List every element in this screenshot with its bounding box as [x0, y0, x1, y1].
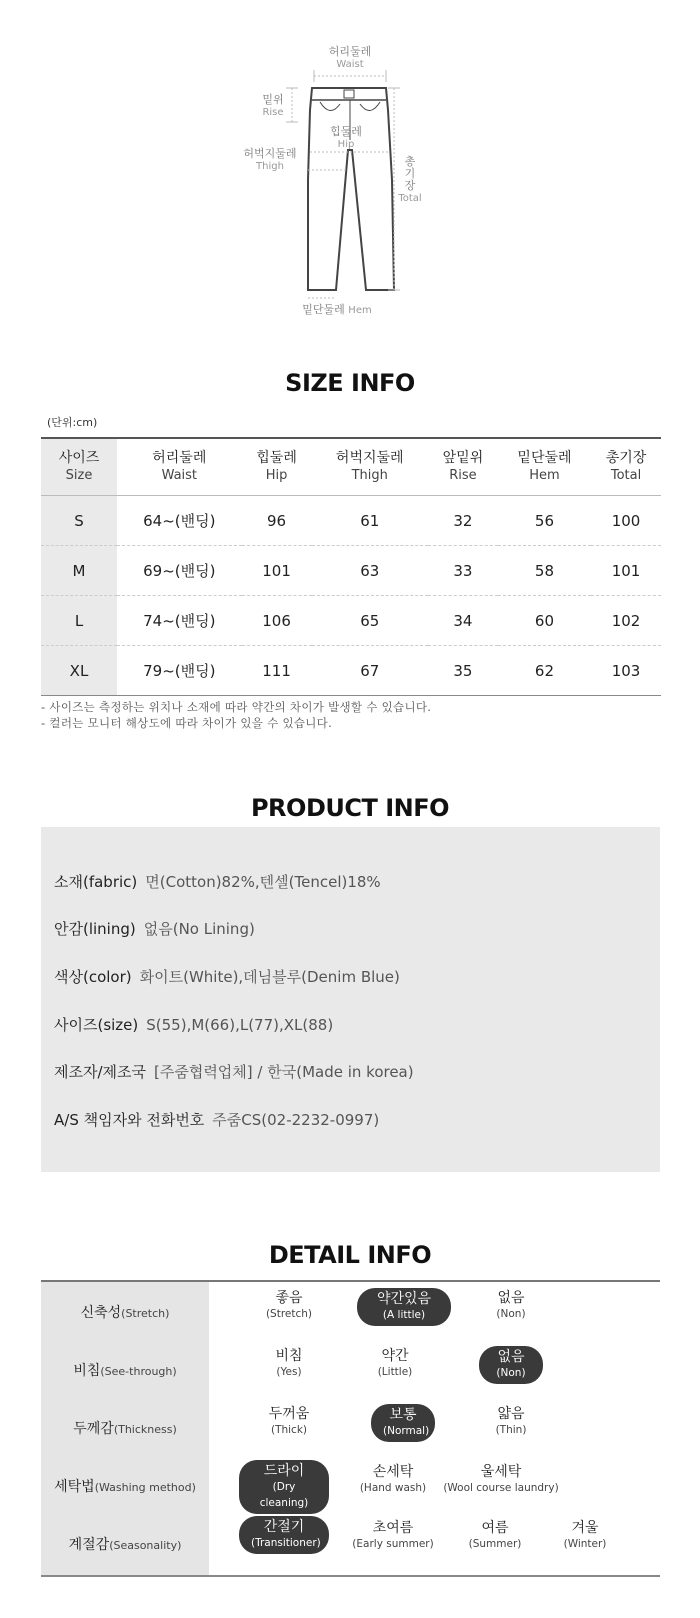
product-label: 색상(color)	[54, 968, 132, 986]
size-cell: L	[41, 596, 117, 646]
diagram-rise-label: 밑위 Rise	[262, 93, 284, 118]
product-value: 주줌CS(02-2232-0997)	[212, 1111, 380, 1129]
waist-cell: 74~(밴딩)	[117, 596, 242, 646]
hip-cell: 111	[242, 646, 312, 696]
diagram-thigh-label: 허벅지둘레 Thigh	[243, 147, 297, 172]
detail-label-thickness: 두께감(Thickness)	[73, 1421, 177, 1437]
hip-cell: 101	[242, 546, 312, 596]
total-cell: 101	[591, 546, 661, 596]
option-season-winter: 겨울 (Winter)	[563, 1520, 607, 1550]
table-row	[41, 496, 661, 546]
detail-info-title: DETAIL INFO	[268, 1241, 432, 1269]
product-row-as-contact	[54, 1109, 379, 1130]
size-cell: S	[41, 496, 117, 546]
option-see-through-little: 약간 (Little)	[377, 1348, 413, 1378]
header-total: 총기장 Total	[591, 438, 661, 496]
product-label: 소재(fabric)	[54, 873, 138, 891]
size-note-1: - 사이즈는 측정하는 위치나 소재에 따라 약간의 차이가 발생할 수 있습니다.	[41, 700, 432, 714]
product-value: [주줌협력업체] / 한국(Made in korea)	[154, 1063, 414, 1081]
product-info-title: PRODUCT INFO	[250, 794, 450, 822]
diagram-hem-label: 밑단둘레 Hem	[302, 303, 372, 316]
detail-info-table	[41, 1280, 660, 1577]
table-row	[41, 646, 661, 696]
product-row-fabric	[54, 871, 381, 892]
product-row-manufacturer	[54, 1061, 414, 1082]
option-see-through-yes: 비침 (Yes)	[275, 1348, 303, 1378]
hem-cell: 60	[498, 596, 591, 646]
waist-cell: 64~(밴딩)	[117, 496, 242, 546]
header-waist: 허리둘레 Waist	[117, 438, 242, 496]
size-notes	[41, 699, 431, 731]
pants-illustration	[240, 40, 460, 330]
total-cell: 100	[591, 496, 661, 546]
diagram-waist-label: 허리둘레 Waist	[328, 45, 372, 70]
hem-cell: 58	[498, 546, 591, 596]
product-value: S(55),M(66),L(77),XL(88)	[146, 1016, 334, 1034]
detail-label-seasonality: 계절감(Seasonality)	[68, 1537, 182, 1553]
product-value: 면(Cotton)82%,텐셀(Tencel)18%	[145, 873, 381, 891]
total-cell: 103	[591, 646, 661, 696]
waist-cell: 79~(밴딩)	[117, 646, 242, 696]
size-cell: M	[41, 546, 117, 596]
product-row-lining	[54, 918, 255, 939]
header-hem: 밑단둘레 Hem	[498, 438, 591, 496]
option-washing-wool: 울세탁 (Wool course laundry)	[443, 1464, 559, 1494]
thigh-cell: 67	[312, 646, 428, 696]
option-stretch-a-little-selected: 약간있음 (A little)	[357, 1288, 451, 1326]
hip-cell: 106	[242, 596, 312, 646]
diagram-total-label: 총 기 장 Total	[398, 155, 422, 204]
rise-cell: 34	[428, 596, 498, 646]
product-info-box	[41, 827, 660, 1172]
thigh-cell: 61	[312, 496, 428, 546]
size-info-title: SIZE INFO	[285, 369, 415, 397]
hem-cell: 56	[498, 496, 591, 546]
detail-label-washing: 세탁법(Washing method)	[54, 1479, 196, 1495]
hem-cell: 62	[498, 646, 591, 696]
product-label: 안감(lining)	[54, 920, 136, 938]
unit-label: (단위:cm)	[47, 416, 98, 429]
option-thickness-thin: 얇음 (Thin)	[495, 1406, 527, 1436]
option-thickness-thick: 두꺼움 (Thick)	[268, 1406, 310, 1436]
option-season-summer: 여름 (Summer)	[468, 1520, 522, 1550]
product-row-color	[54, 966, 400, 987]
size-table-header	[41, 438, 661, 496]
product-value: 화이트(White),데님블루(Denim Blue)	[139, 968, 400, 986]
table-row	[41, 546, 661, 596]
total-cell: 102	[591, 596, 661, 646]
option-season-early-summer: 초여름 (Early summer)	[352, 1520, 434, 1550]
rise-cell: 35	[428, 646, 498, 696]
hip-cell: 96	[242, 496, 312, 546]
rise-cell: 33	[428, 546, 498, 596]
option-washing-hand: 손세탁 (Hand wash)	[359, 1464, 427, 1494]
product-label: 사이즈(size)	[54, 1016, 139, 1034]
size-cell: XL	[41, 646, 117, 696]
option-thickness-normal-selected: 보통 (Normal)	[371, 1404, 435, 1442]
detail-label-see-through: 비침(See-through)	[73, 1363, 177, 1379]
waist-cell: 69~(밴딩)	[117, 546, 242, 596]
product-label: 제조자/제조국	[54, 1063, 146, 1081]
option-stretch-good: 좋음 (Stretch)	[265, 1290, 313, 1320]
option-see-through-none-selected: 없음 (Non)	[479, 1346, 543, 1384]
rise-cell: 32	[428, 496, 498, 546]
pants-diagram	[240, 40, 460, 330]
option-washing-dry-selected: 드라이 (Dry cleaning)	[239, 1460, 329, 1514]
size-note-2: - 컬러는 모니터 해상도에 따라 차이가 있을 수 있습니다.	[41, 716, 333, 730]
table-row	[41, 596, 661, 646]
product-value: 없음(No Lining)	[143, 920, 255, 938]
header-thigh: 허벅지둘레 Thigh	[312, 438, 428, 496]
option-stretch-none: 없음 (Non)	[496, 1290, 526, 1320]
size-table	[41, 437, 661, 696]
thigh-cell: 63	[312, 546, 428, 596]
product-row-size	[54, 1014, 333, 1035]
thigh-cell: 65	[312, 596, 428, 646]
header-hip: 힙둘레 Hip	[242, 438, 312, 496]
option-season-transitional-selected: 간절기 (Transitioner)	[239, 1516, 329, 1554]
detail-label-stretch: 신축성(Stretch)	[80, 1305, 170, 1321]
header-rise: 앞밑위 Rise	[428, 438, 498, 496]
diagram-hip-label: 힙둘레 Hip	[330, 125, 362, 150]
product-label: A/S 책임자와 전화번호	[54, 1111, 205, 1129]
header-size: 사이즈 Size	[41, 438, 117, 496]
